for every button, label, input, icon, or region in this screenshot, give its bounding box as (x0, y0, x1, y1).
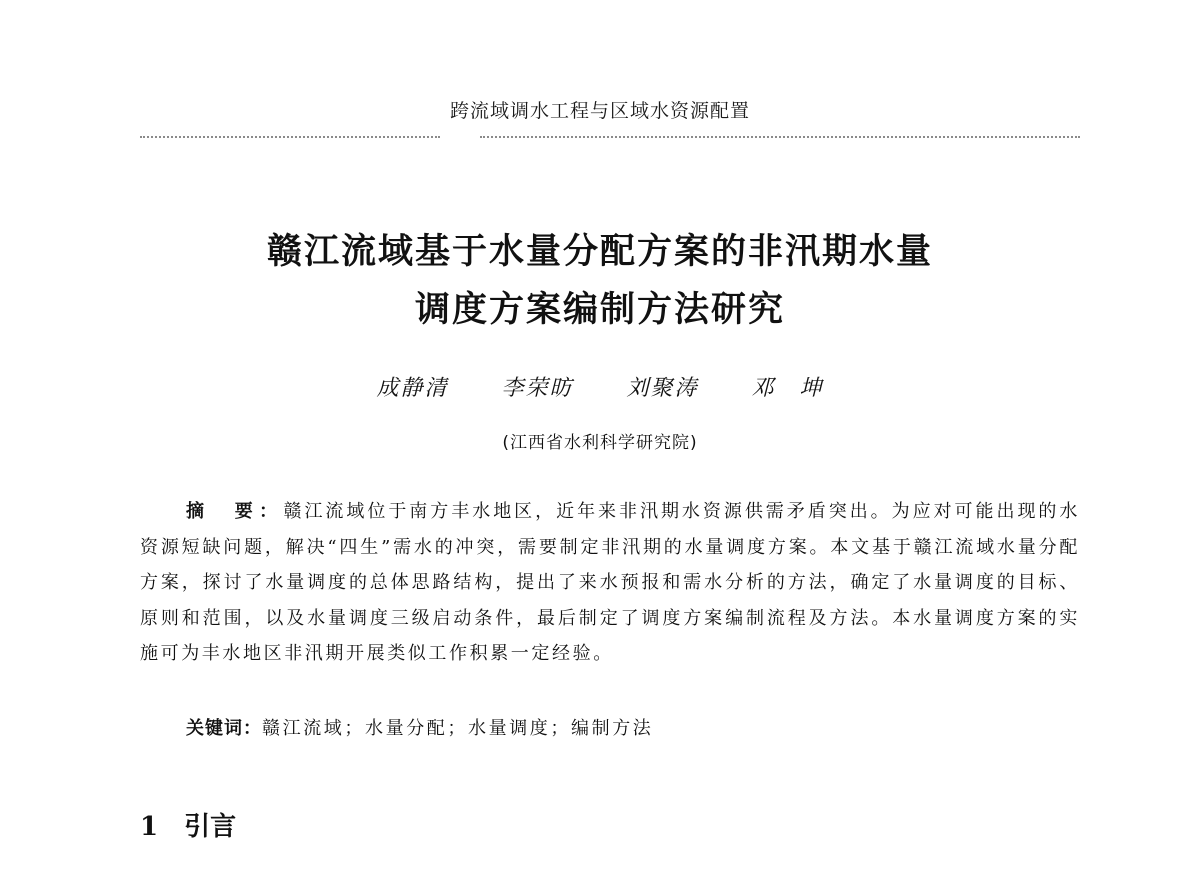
header-rule-right (480, 136, 1080, 138)
keywords-label: 关键词： (186, 718, 262, 739)
affiliation: (江西省水利科学研究院) (502, 433, 698, 453)
author-list (0, 371, 1200, 402)
author-name: 邓 坤 (751, 376, 824, 401)
author-name: 成静清 (376, 376, 449, 401)
author-name: 李荣昉 (501, 376, 574, 401)
author-name: 刘聚涛 (626, 376, 699, 401)
paper-title-line-2: 调度方案编制方法研究 (414, 290, 785, 330)
paper-title-line-1: 赣江流域基于水量分配方案的非汛期水量 (266, 232, 933, 272)
running-header: 跨流域调水工程与区域水资源配置 (449, 100, 750, 122)
section-title: 引言 (184, 812, 237, 842)
keywords-text: 赣江流域；水量分配；水量调度；编制方法 (262, 718, 654, 739)
abstract-label: 摘 要： (186, 501, 284, 522)
abstract (140, 494, 1080, 672)
header-rule-left (140, 136, 440, 138)
abstract-text: 赣江流域位于南方丰水地区，近年来非汛期水资源供需矛盾突出。为应对可能出现的水资源短缺问题，解决“四生”需水的冲突，需要制定非汛期的水量调度方案。本文基于赣江流域水量分配方案，探讨了水量调度的总体思路结构，提出了来水预报和需水分析的方法，确定了水量调度的目标、原则和范围，以及水量调度三级启动条件，最后制定了调度方案编制流程及方法。本水量调度方案的实施可为丰水地区非汛期开展类似工作积累一定经验。 (140, 501, 1080, 664)
section-heading (140, 806, 236, 843)
section-number: 1 (140, 812, 159, 842)
keywords (186, 714, 653, 740)
